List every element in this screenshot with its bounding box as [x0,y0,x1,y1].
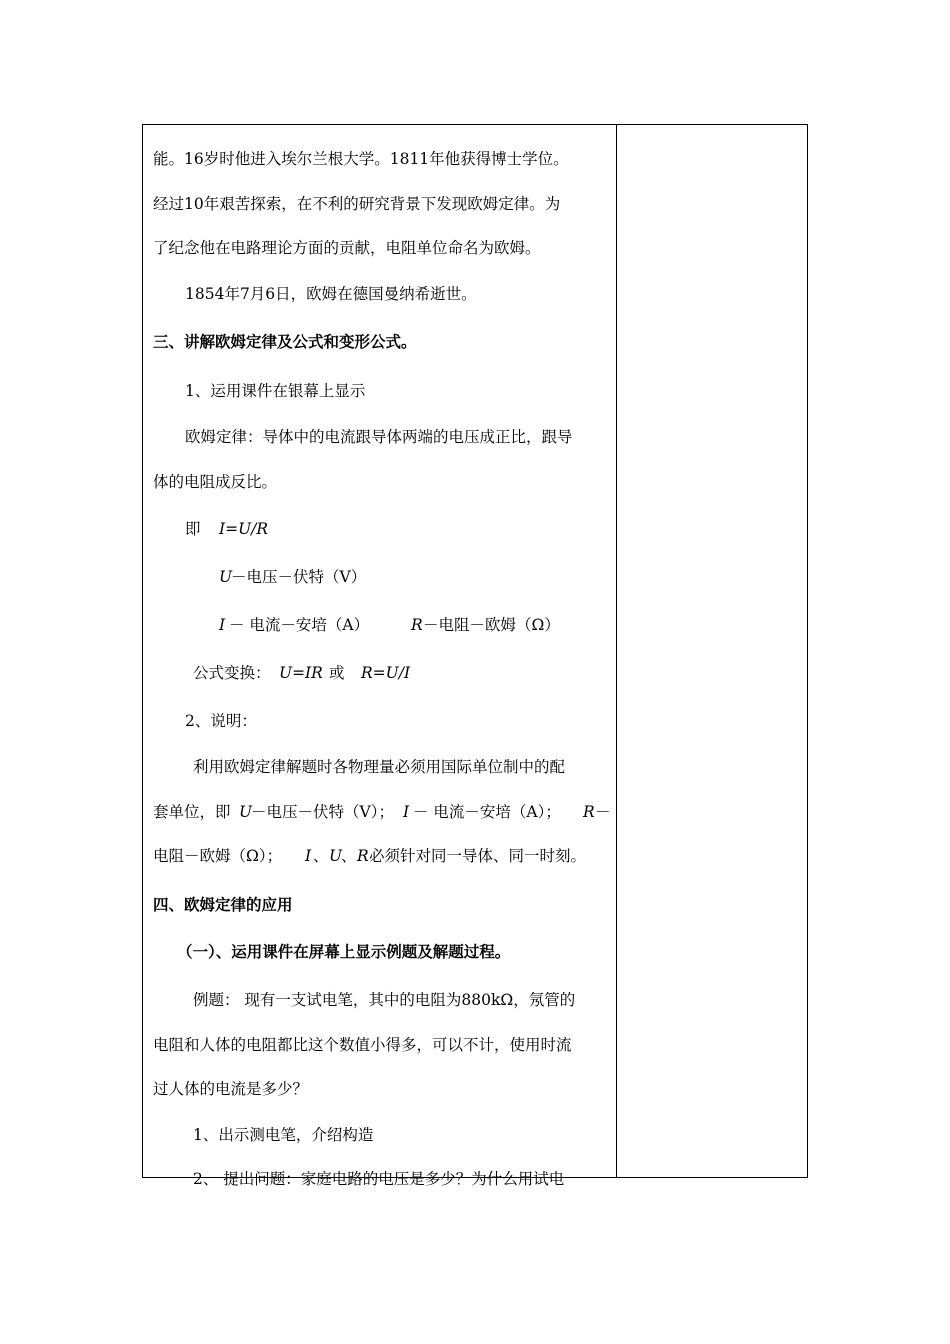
lesson-table [142,124,808,1188]
section-heading: 四、欧姆定律的应用 [153,895,293,914]
text-line: － [595,803,611,821]
text-line: － 电流－安培（A） [229,616,370,634]
text-line: 例题： 现有一支试电笔，其中的电阻为880kΩ，氖管的 [193,991,576,1009]
text-line: 2、 提出问题：家庭电路的电压是多少？为什么用试电 [193,1170,565,1188]
symbol-u: U [219,568,233,586]
text-line: 1、运用课件在银幕上显示 [185,382,366,400]
symbol-i: I [305,847,312,865]
text-line: －电压－伏特（V） [231,568,367,586]
text-line: 1、出示测电笔，介绍构造 [193,1126,374,1144]
text-line: － 电流－安培（A）； [413,803,561,821]
text-line: 利用欧姆定律解题时各物理量必须用国际单位制中的配 [193,758,566,776]
text-line: 了纪念他在电路理论方面的贡献，电阻单位命名为欧姆。 [153,239,541,257]
text-line: 1854年7月6日，欧姆在德国曼纳希逝世。 [185,285,477,303]
text-line: 必须针对同一导体、同一时刻。 [369,847,587,865]
text-line: 能。16岁时他进入埃尔兰根大学。1811年他获得博士学位。 [153,150,569,168]
column-divider [616,125,617,1177]
text-line: 或 [329,664,345,682]
text-line: 过人体的电流是多少？ [153,1080,309,1098]
text-line: 电阻－欧姆（Ω）； [153,847,283,865]
text-line: 2、说明： [185,712,257,730]
text-line: 、 [313,847,329,865]
symbol-r: R [411,616,423,634]
text-line: 公式变换： [193,664,271,682]
text-line: －电阻－欧姆（Ω） [423,616,560,634]
symbol-r: R [357,847,369,865]
formula: I=U/R [219,520,269,538]
text-line: 套单位，即 [153,803,231,821]
symbol-u: U [329,847,343,865]
text-line: 电阻和人体的电阻都比这个数值小得多，可以不计，使用时流 [153,1036,572,1054]
formula: R=U/I [361,664,411,682]
text-line: 体的电阻成反比。 [153,473,278,491]
symbol-i: I [219,616,226,634]
text-line: 经过10年艰苦探索，在不利的研究背景下发现欧姆定律。为 [153,195,561,213]
text-line: 即 [185,520,201,538]
symbol-i: I [403,803,410,821]
symbol-u: U [239,803,253,821]
text-line: 、 [341,847,357,865]
text-line: －电压－伏特（V）； [251,803,394,821]
subsection-heading: （一）、运用课件在屏幕上显示例题及解题过程。 [177,942,511,961]
text-line: 欧姆定律：导体中的电流跟导体两端的电压成正比，跟导 [185,428,573,446]
section-heading: 三、讲解欧姆定律及公式和变形公式。 [153,332,417,351]
formula: U=IR [279,664,323,682]
symbol-r: R [583,803,595,821]
